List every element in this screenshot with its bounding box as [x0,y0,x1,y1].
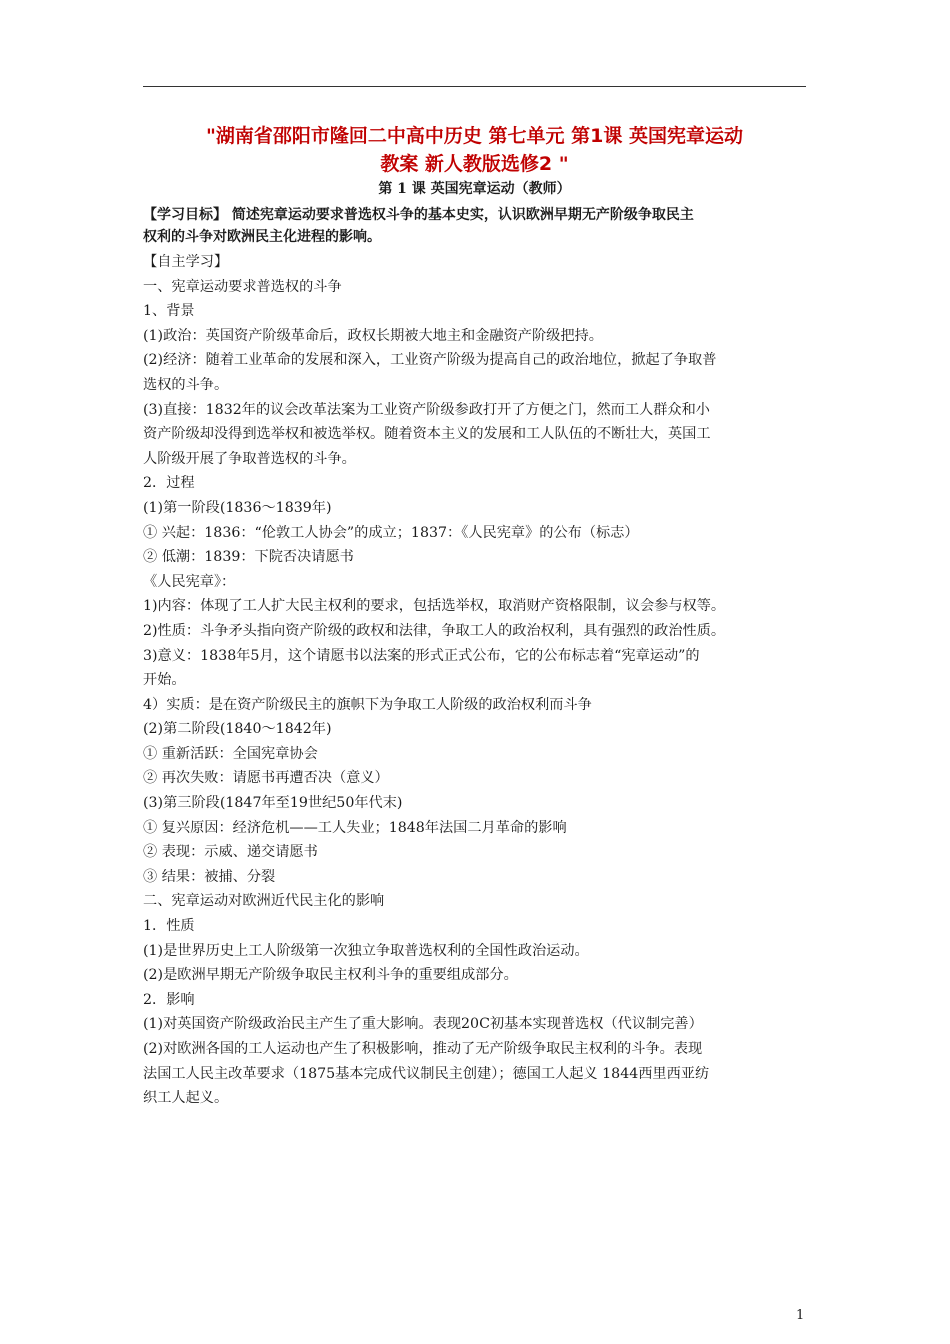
body-line: (2)是欧洲早期无产阶级争取民主权利斗争的重要组成部分。 [143,967,518,984]
body-line: ① 兴起：1836：“伦敦工人协会”的成立；1837：《人民宪章》的公布（标志） [143,524,639,541]
body-line: 开始。 [143,672,186,689]
body-line: 1．性质 [143,918,195,935]
body-line: 织工人起义。 [143,1090,229,1107]
body-line: 2．影响 [143,991,195,1008]
body-line: ② 再次失败：请愿书再遭否决（意义） [143,770,389,787]
body-line: 1、背景 [143,303,195,320]
body-line: ③ 结果：被捕、分裂 [143,868,276,885]
body-line: 资产阶级却没得到选举权和被选举权。随着资本主义的发展和工人队伍的不断壮大，英国工 [143,426,711,443]
body-line: 2．过程 [143,475,195,492]
body-line: 《人民宪章》： [143,573,236,590]
body-line: ② 低潮：1839：下院否决请愿书 [143,549,354,566]
lesson-body [143,250,808,1111]
page-number: 1 [796,1308,805,1323]
body-line: 法国工人民主改革要求（1875基本完成代议制民主创建）；德国工人起义 1844西里西亚纺 [143,1065,710,1082]
learning-objective [143,204,806,248]
body-line: (1)第一阶段(1836～1839年) [143,499,332,516]
body-line: ① 重新活跃：全国宪章协会 [143,745,318,762]
body-line: (1)政治：英国资产阶级革命后，政权长期被大地主和金融资产阶级把持。 [143,327,603,344]
body-line: (2)第二阶段(1840～1842年) [143,721,332,738]
body-line: (1)是世界历史上工人阶级第一次独立争取普选权利的全国性政治运动。 [143,942,589,959]
document-title [143,122,806,178]
lesson-heading: 第 1 课 英国宪章运动（教师） [378,181,571,197]
body-line: (2)对欧洲各国的工人运动也产生了积极影响，推动了无产阶级争取民主权利的斗争。表现 [143,1041,703,1057]
body-line: ① 复兴原因：经济危机——工人失业；1848年法国二月革命的影响 [143,819,567,836]
body-line: 4）实质：是在资产阶级民主的旗帜下为争取工人阶级的政治权利而斗争 [143,696,592,713]
title-line: "湖南省邵阳市隆回二中高中历史 第七单元 第1课 英国宪章运动 [206,125,743,147]
body-line: 2)性质：斗争矛头指向资产阶级的政权和法律，争取工人的政治权利，具有强烈的政治性质。 [143,622,726,639]
body-line: 选权的斗争。 [143,376,229,393]
body-line: 人阶级开展了争取普选权的斗争。 [143,450,356,467]
objective-line: 权利的斗争对欧洲民主化进程的影响。 [143,229,381,245]
title-line: 教案 新人教版选修2 " [380,153,569,175]
header-rule [143,86,806,87]
body-line: (3)第三阶段(1847年至19世纪50年代末) [143,795,403,812]
body-line: 1)内容：体现了工人扩大民主权利的要求，包括选举权，取消财产资格限制，议会参与权等。 [143,598,726,615]
body-line: 3)意义：1838年5月，这个请愿书以法案的形式正式公布，它的公布标志着“宪章运动”的 [143,647,700,664]
objective-line: 【学习目标】 简述宪章运动要求普选权斗争的基本史实，认识欧洲早期无产阶级争取民主 [143,207,694,223]
body-line: ② 表现：示威、递交请愿书 [143,844,318,861]
body-line: (2)经济：随着工业革命的发展和深入，工业资产阶级为提高自己的政治地位，掀起了争取普 [143,352,717,369]
body-line: (3)直接：1832年的议会改革法案为工业资产阶级参政打开了方便之门，然而工人群众和小 [143,401,710,418]
body-line: (1)对英国资产阶级政治民主产生了重大影响。表现20C初基本实现普选权（代议制完善） [143,1016,703,1033]
body-line: 一、宪章运动要求普选权的斗争 [143,278,342,295]
body-line: 【自主学习】 [143,254,229,270]
body-line: 二、宪章运动对欧洲近代民主化的影响 [143,893,385,910]
